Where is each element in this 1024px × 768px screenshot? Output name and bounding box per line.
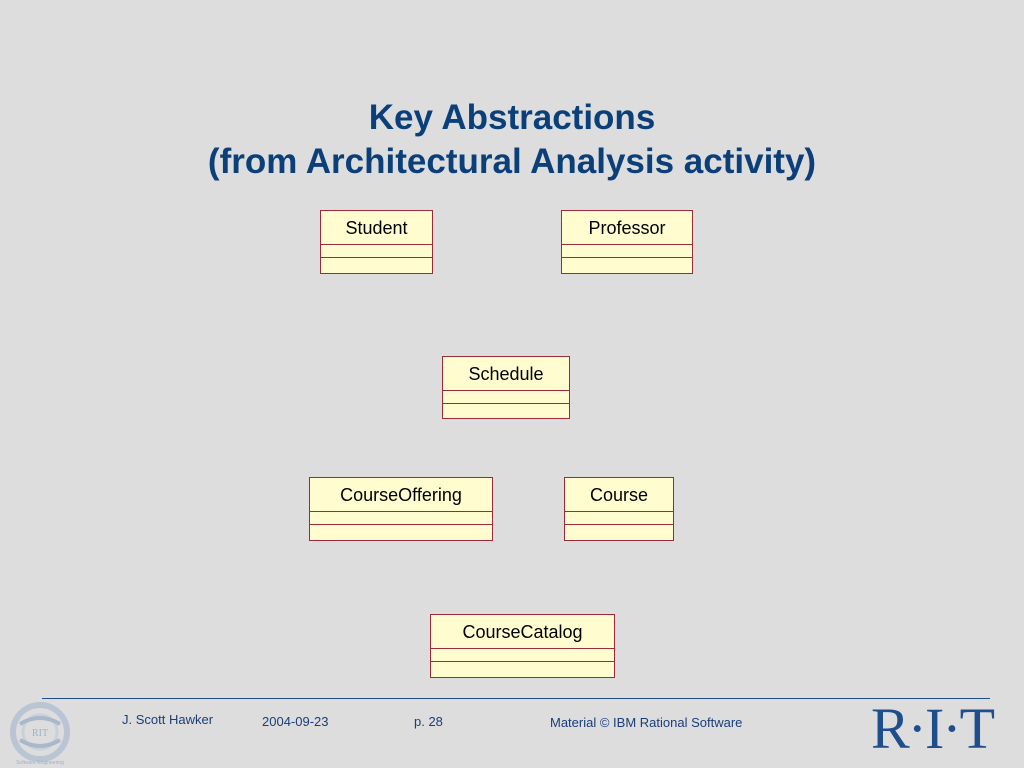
class-name-professor: Professor <box>562 211 692 245</box>
class-attributes-compartment <box>310 512 492 525</box>
class-operations-compartment <box>310 525 492 540</box>
svg-text:Software Engineering: Software Engineering <box>16 760 64 766</box>
footer-author: J. Scott Hawker <box>122 712 214 727</box>
footer-page-number: p. 28 <box>414 714 443 729</box>
class-attributes-compartment <box>443 391 569 404</box>
slide-title-line-1: Key Abstractions <box>368 98 656 137</box>
class-box-course-offering <box>309 477 493 541</box>
class-operations-compartment <box>443 404 569 419</box>
class-box-course <box>564 477 674 541</box>
footer-copyright: Material © IBM Rational Software <box>550 715 743 730</box>
class-name-course: Course <box>565 478 673 512</box>
class-operations-compartment <box>565 525 673 540</box>
class-name-student: Student <box>321 211 432 245</box>
rit-seal-logo <box>8 702 72 766</box>
svg-text:RIT: RIT <box>31 728 49 739</box>
class-name-course-catalog: CourseCatalog <box>431 615 614 649</box>
class-operations-compartment <box>431 662 614 677</box>
class-box-professor <box>561 210 693 274</box>
class-name-schedule: Schedule <box>443 357 569 391</box>
rit-wordmark-logo: R·I·T <box>870 696 994 761</box>
class-operations-compartment <box>321 258 432 273</box>
slide-title <box>0 96 1024 184</box>
class-attributes-compartment <box>321 245 432 258</box>
class-attributes-compartment <box>565 512 673 525</box>
class-box-course-catalog <box>430 614 615 678</box>
class-attributes-compartment <box>562 245 692 258</box>
class-attributes-compartment <box>431 649 614 662</box>
class-box-student <box>320 210 433 274</box>
class-box-schedule <box>442 356 570 419</box>
class-operations-compartment <box>562 258 692 273</box>
class-name-course-offering: CourseOffering <box>310 478 492 512</box>
footer-date: 2004-09-23 <box>262 714 329 729</box>
slide-title-line-2: (from Architectural Analysis activity) <box>207 142 817 181</box>
